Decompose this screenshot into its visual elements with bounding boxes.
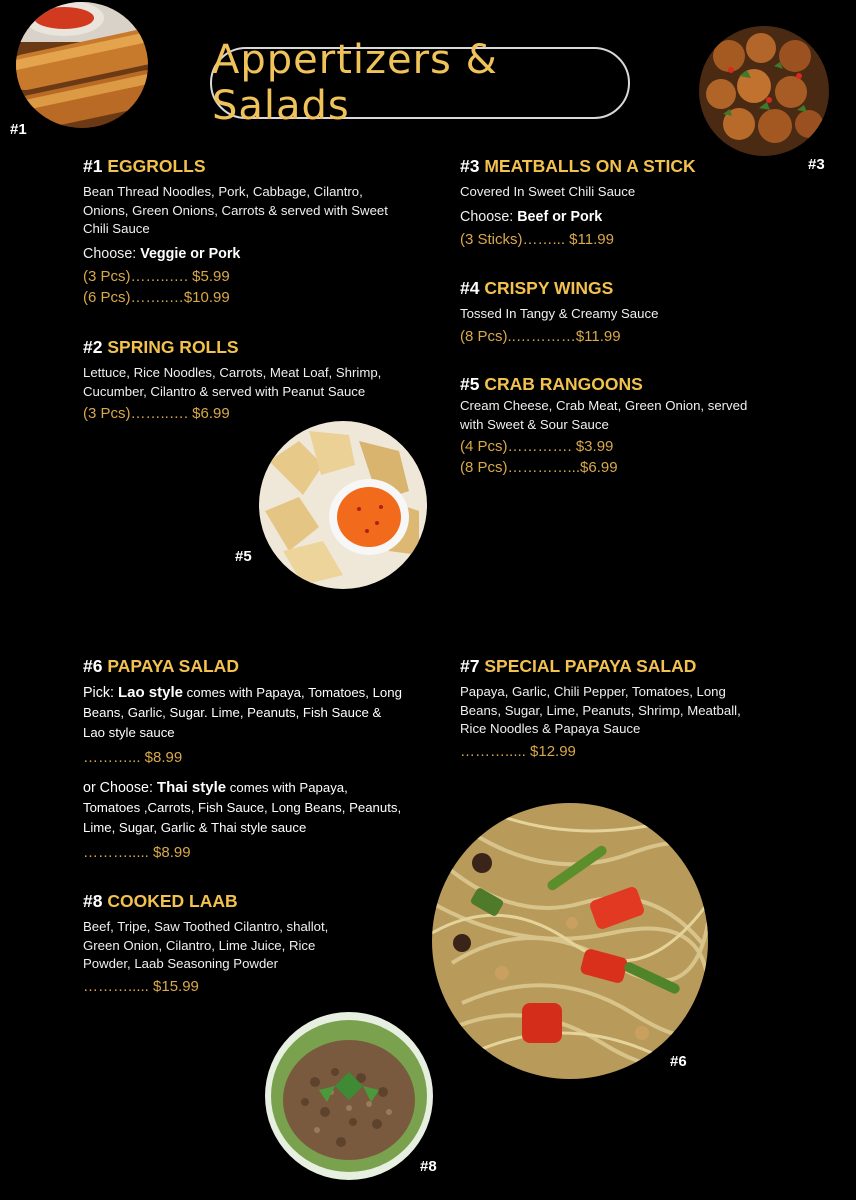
menu-item-meatballs bbox=[460, 155, 800, 250]
choice-value: Beef or Pork bbox=[517, 208, 603, 225]
item-number: #8 bbox=[83, 891, 103, 911]
lao-style-label: Lao style bbox=[117, 684, 183, 701]
papaya-salad-photo bbox=[432, 803, 708, 1079]
laab-photo bbox=[265, 1012, 433, 1180]
item-description: Beef, Tripe, Saw Toothed Cilantro, shallot, Green Onion, Cilantro, Lime Juice, Rice Powder, Laab Seasoning Powder bbox=[83, 919, 329, 971]
lao-style-desc: comes with Papaya, Tomatoes, Long Beans, Garlic, Sugar. Lime, Peanuts, Fish Sauce & Lao style sauce bbox=[83, 685, 402, 740]
item-price: ………..... $15.99 bbox=[83, 977, 199, 995]
rangoons-photo bbox=[259, 421, 427, 589]
item-title bbox=[83, 336, 418, 358]
item-title bbox=[460, 655, 745, 677]
lao-prefix: Pick: bbox=[83, 685, 118, 701]
menu-item-spring-rolls bbox=[83, 336, 418, 424]
thai-prefix: or Choose: bbox=[83, 780, 157, 796]
item-title bbox=[460, 155, 800, 177]
item-choice bbox=[460, 207, 800, 227]
item-description: Lettuce, Rice Noodles, Carrots, Meat Loaf, Shrimp, Cucumber, Cilantro & served with Peanut Sauce bbox=[83, 365, 382, 399]
item-price: (4 Pcs)…………. $3.99 bbox=[460, 438, 614, 455]
item-price: (6 Pcs)……..…$10.99 bbox=[83, 288, 230, 306]
item-price: (3 Sticks)……... $11.99 bbox=[460, 230, 614, 248]
item-title bbox=[460, 373, 760, 395]
choice-label: Choose: bbox=[83, 245, 141, 262]
item-title bbox=[460, 277, 800, 299]
menu-item-cooked-laab bbox=[83, 890, 363, 997]
menu-item-papaya-salad bbox=[83, 655, 403, 863]
page-title: Appertizers & Salads bbox=[212, 37, 498, 129]
item-number: #2 bbox=[83, 337, 103, 357]
item-number: #4 bbox=[460, 278, 480, 298]
item-name: COOKED LAAB bbox=[107, 891, 238, 911]
item-price: (3 Pcs)……..…. $5.99 bbox=[83, 267, 230, 285]
item-price: ………..... $8.99 bbox=[83, 844, 191, 861]
menu-item-eggrolls bbox=[83, 155, 403, 308]
item-number: #1 bbox=[83, 156, 103, 176]
menu-item-crab-rangoons bbox=[460, 373, 760, 478]
item-description: Bean Thread Noodles, Pork, Cabbage, Cilantro, Onions, Green Onions, Carrots & served with Sweet Chili Sauce bbox=[83, 184, 388, 236]
eggrolls-photo-tag: #1 bbox=[10, 121, 27, 138]
item-price: ………... $8.99 bbox=[83, 749, 183, 766]
item-name: EGGROLLS bbox=[107, 156, 206, 176]
item-description: Papaya, Garlic, Chili Pepper, Tomatoes, Long Beans, Sugar, Lime, Peanuts, Shrimp, Meatball, Rice Noodles & Papaya Sauce bbox=[460, 684, 741, 736]
meatballs-photo-tag: #3 bbox=[808, 156, 825, 173]
item-number: #6 bbox=[83, 656, 103, 676]
rangoons-photo-tag: #5 bbox=[235, 548, 252, 565]
item-name: MEATBALLS ON A STICK bbox=[484, 156, 696, 176]
page-title-box bbox=[210, 37, 630, 129]
thai-style-label: Thai style bbox=[156, 779, 227, 796]
item-number: #3 bbox=[460, 156, 480, 176]
item-price: ………..... $12.99 bbox=[460, 742, 576, 760]
choice-value: Veggie or Pork bbox=[140, 245, 241, 262]
papaya-photo-tag: #6 bbox=[670, 1053, 687, 1070]
item-price: (8 Pcs)…………...$6.99 bbox=[460, 459, 618, 476]
item-choice bbox=[83, 244, 403, 264]
item-name: PAPAYA SALAD bbox=[107, 656, 239, 676]
item-name: SPECIAL PAPAYA SALAD bbox=[484, 656, 697, 676]
item-number: #7 bbox=[460, 656, 480, 676]
meatballs-photo bbox=[699, 26, 829, 156]
item-price: (3 Pcs)……..…. $6.99 bbox=[83, 405, 230, 422]
item-description: Covered In Sweet Chili Sauce bbox=[460, 184, 636, 199]
choice-label: Choose: bbox=[460, 208, 518, 225]
item-title bbox=[83, 890, 363, 912]
laab-photo-tag: #8 bbox=[420, 1158, 437, 1175]
item-name: CRAB RANGOONS bbox=[484, 374, 643, 394]
item-number: #5 bbox=[460, 374, 480, 394]
item-name: CRISPY WINGS bbox=[484, 278, 614, 298]
item-description: Cream Cheese, Crab Meat, Green Onion, served with Sweet & Sour Sauce bbox=[460, 398, 748, 432]
menu-item-crispy-wings bbox=[460, 277, 800, 347]
item-price: (8 Pcs)..…………$11.99 bbox=[460, 327, 621, 345]
item-description: Tossed In Tangy & Creamy Sauce bbox=[460, 306, 659, 321]
lao-style-option bbox=[83, 683, 403, 743]
eggrolls-photo bbox=[16, 2, 148, 128]
item-title bbox=[83, 155, 403, 177]
thai-style-desc: comes with Papaya, Tomatoes ,Carrots, Fish Sauce, Long Beans, Peanuts, Lime, Sugar, Garlic & Thai style sauce bbox=[83, 780, 402, 835]
menu-item-special-papaya-salad bbox=[460, 655, 745, 762]
item-title bbox=[83, 655, 403, 677]
item-name: SPRING ROLLS bbox=[107, 337, 239, 357]
thai-style-option bbox=[83, 778, 403, 838]
